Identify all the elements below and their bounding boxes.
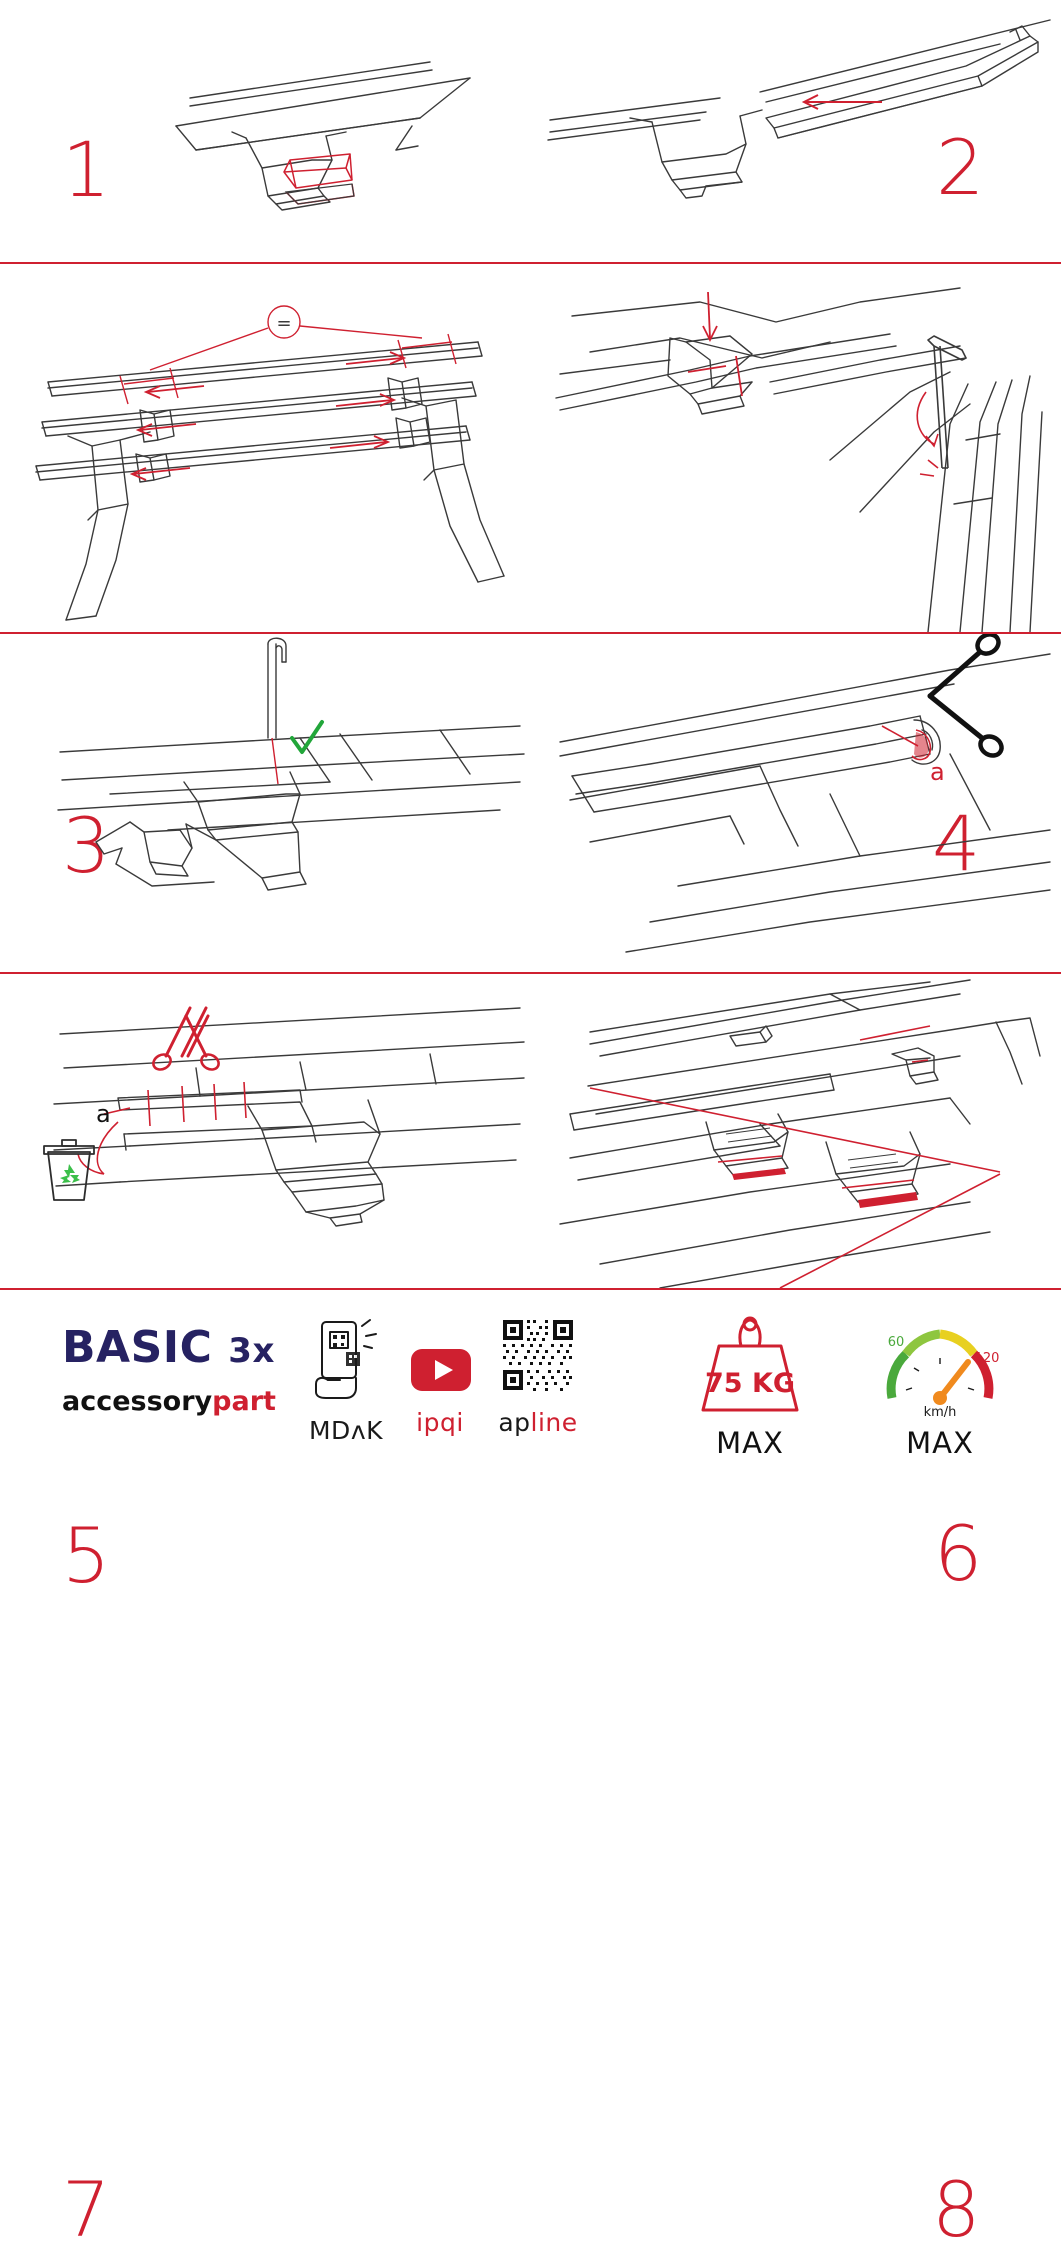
step-4-illustration — [530, 264, 1061, 632]
logo-mdak — [286, 1318, 406, 1445]
label-a-step7: a — [96, 1100, 111, 1128]
logo-mdak-caption — [286, 1416, 406, 1445]
label-a-step6: a — [930, 758, 945, 786]
scissors-handles — [974, 634, 1005, 759]
logo-mdak-caption-part2: ʌK — [350, 1416, 384, 1445]
logo-ipqi — [390, 1408, 490, 1437]
logo-apline-caption-part1: ap — [498, 1408, 531, 1437]
scissors-icon — [930, 652, 982, 738]
max-load-caption: MAX — [716, 1426, 784, 1460]
step-7-illustration — [0, 974, 530, 1288]
step-number-6: 6 — [934, 1509, 983, 1598]
recycle-symbol-icon — [60, 1164, 80, 1183]
max-load-block — [660, 1310, 840, 1460]
equals-annotation: = — [276, 313, 292, 334]
step-number-3: 3 — [62, 801, 111, 890]
step-panel-4 — [530, 264, 1061, 888]
brand-company-part2: part — [212, 1386, 276, 1417]
step-number-5: 5 — [62, 1511, 111, 1600]
brand-company-name — [62, 1388, 282, 1415]
step-6-illustration — [530, 634, 1061, 972]
brand-company-part1: accessory — [62, 1386, 213, 1417]
logo-ipqi-caption: ipqi — [416, 1408, 464, 1437]
step-panel-1 — [0, 0, 530, 262]
speed-tick-60: 60 — [887, 1335, 905, 1350]
footer-bar — [0, 1290, 1061, 1500]
max-speed-caption: MAX — [906, 1426, 974, 1460]
logo-youtube[interactable] — [396, 1348, 486, 1392]
max-load-value: 75 KG — [704, 1368, 796, 1399]
hand-phone-qr-icon — [306, 1318, 386, 1400]
brand-quantity: 3x — [228, 1331, 275, 1371]
step-number-8: 8 — [932, 2165, 981, 2254]
youtube-play-icon — [410, 1348, 472, 1392]
brand-block — [62, 1322, 282, 1417]
step-number-2: 2 — [936, 123, 985, 212]
step-panel-3 — [0, 264, 530, 890]
logo-mdak-caption-part1: MD — [308, 1416, 351, 1445]
scissors-icon-step7 — [166, 1008, 208, 1056]
brand-product-name: BASIC — [62, 1322, 213, 1373]
step-8-illustration — [530, 974, 1061, 1288]
logo-apline-caption-part2: line — [530, 1408, 578, 1437]
logo-apline — [478, 1318, 598, 1437]
max-speed-block — [850, 1306, 1030, 1460]
weight-icon — [685, 1310, 815, 1422]
step-3-illustration — [0, 264, 530, 632]
step-number-4: 4 — [932, 799, 981, 888]
speed-tick-120: 120 — [974, 1351, 1000, 1366]
speedometer-icon — [870, 1306, 1010, 1422]
logo-apline-caption — [478, 1408, 598, 1437]
step-number-1: 1 — [62, 125, 111, 214]
step-5-illustration — [0, 634, 530, 972]
step-panel-2 — [530, 0, 1061, 262]
qr-code-icon — [501, 1318, 575, 1392]
step-number-7: 7 — [62, 2165, 111, 2254]
speed-unit: km/h — [923, 1405, 957, 1420]
brand-product-line — [62, 1322, 282, 1373]
